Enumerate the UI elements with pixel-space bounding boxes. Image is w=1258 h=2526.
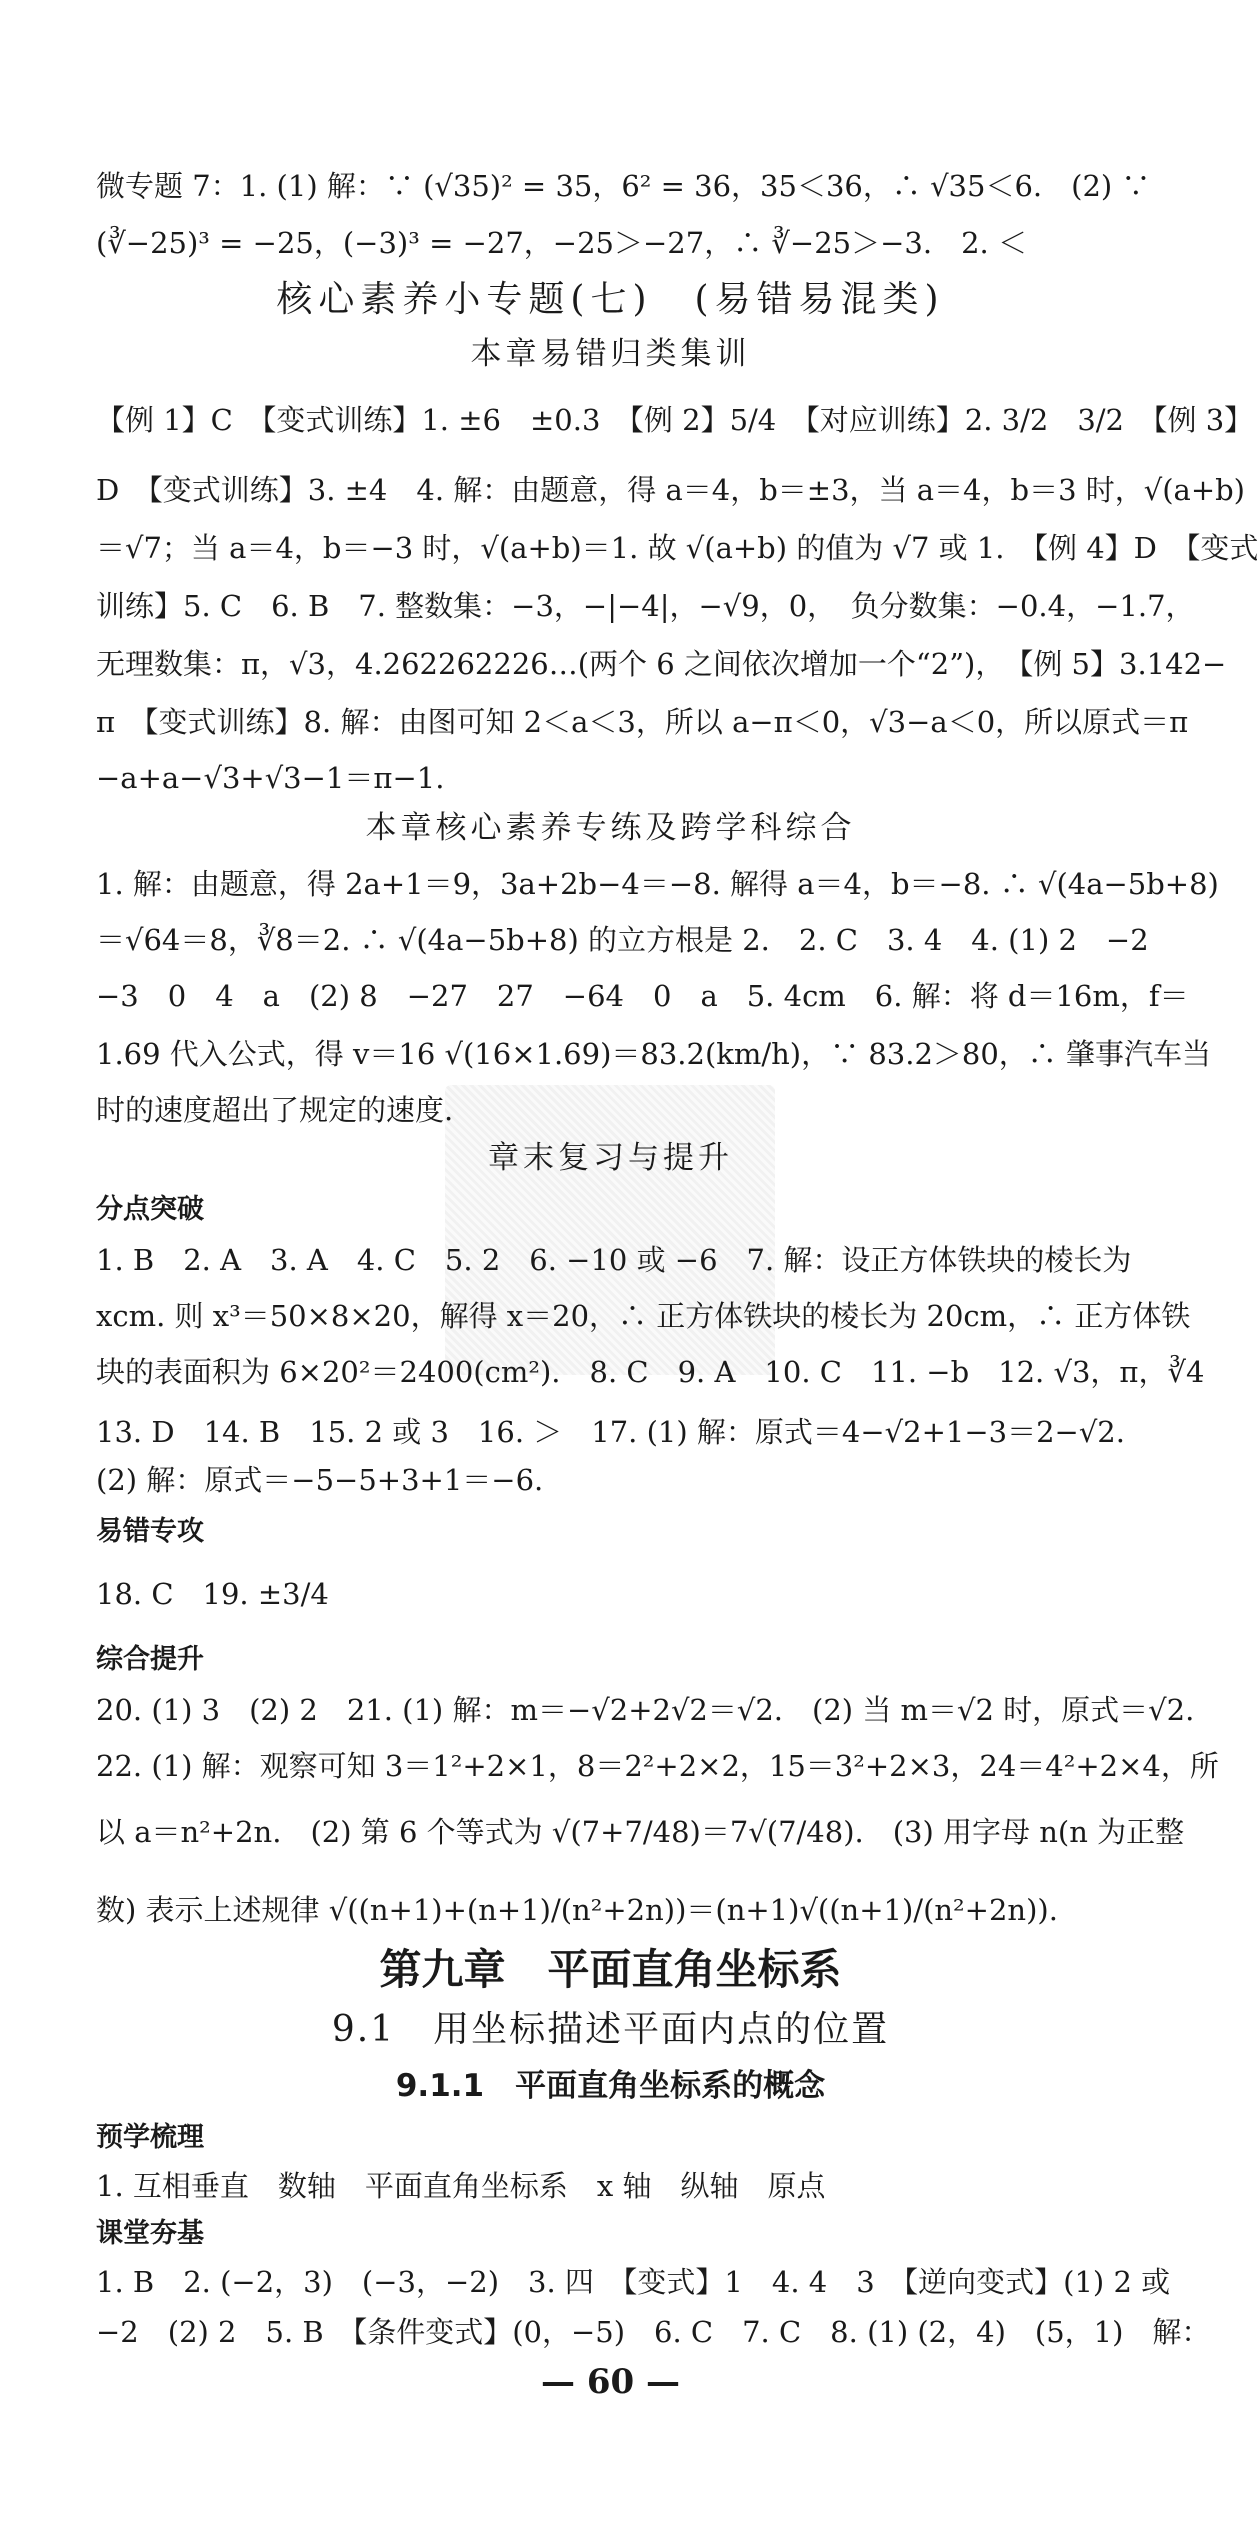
section-heading: 9.1 用坐标描述平面内点的位置 bbox=[331, 2009, 890, 2050]
text-line: xcm. 则 x³＝50×8×20，解得 x＝20，∴ 正方体铁块的棱长为 20cm，∴ 正方体铁 bbox=[96, 1299, 1191, 1333]
text-line: 1. 解：由题意，得 2a+1＝9，3a+2b−4＝−8. 解得 a＝4，b＝−8. ∴ √(4a−5b+8) bbox=[96, 867, 1219, 901]
text-line: 数) 表示上述规律 √((n+1)+(n+1)/(n²+2n))＝(n+1)√((n+1)/(n²+2n)). bbox=[96, 1893, 1058, 1927]
text-line: 18. C 19. ±3/4 bbox=[96, 1577, 329, 1611]
text-line: −2 (2) 2 5. B 【条件变式】(0，−5) 6. C 7. C 8. (1) (2，4) (5，1) 解： bbox=[96, 2315, 1211, 2349]
part-label: 预学梳理 bbox=[96, 2122, 204, 2153]
text-line: ＝√64＝8，∛8＝2. ∴ √(4a−5b+8) 的立方根是 2. 2. C 3. 4 4. (1) 2 −2 bbox=[96, 923, 1149, 957]
text-line: 微专题 7：1. (1) 解：∵ (√35)² = 35，6² = 36，35＜36，∴ √35＜6. (2) ∵ bbox=[96, 169, 1151, 203]
text-line: 无理数集：π，√3，4.262262226…(两个 6 之间依次增加一个“2”)， 【例 5】3.142− bbox=[96, 647, 1227, 681]
text-line: 训练】5. C 6. B 7. 整数集：−3，−|−4|，−√9，0， 负分数集：−0.4，−1.7， bbox=[96, 589, 1195, 623]
section-title: 核心素养小专题(七) (易错易混类) bbox=[276, 279, 945, 320]
text-line: −a+a−√3+√3−1＝π−1. bbox=[96, 761, 445, 795]
text-line: π 【变式训练】8. 解：由图可知 2＜a＜3，所以 a−π＜0，√3−a＜0，所以原式＝π bbox=[96, 705, 1189, 739]
text-line: 1. 互相垂直 数轴 平面直角坐标系 x 轴 纵轴 原点 bbox=[96, 2169, 826, 2203]
subsection-title: 章末复习与提升 bbox=[488, 1140, 733, 1176]
part-label: 课堂夯基 bbox=[96, 2218, 204, 2249]
text-line: 以 a＝n²+2n. (2) 第 6 个等式为 √(7+7/48)＝7√(7/48). (3) 用字母 n(n 为正整 bbox=[96, 1815, 1185, 1849]
text-line: (∛−25)³ = −25，(−3)³ = −27，−25＞−27，∴ ∛−25＞−3. 2. ＜ bbox=[96, 226, 1027, 260]
text-line: 1. B 2. A 3. A 4. C 5. 2 6. −10 或 −6 7. 解：设正方体铁块的棱长为 bbox=[96, 1243, 1132, 1277]
subsection-title: 本章易错归类集训 bbox=[470, 336, 751, 372]
text-line: ＝√7；当 a＝4，b＝−3 时，√(a+b)＝1. 故 √(a+b) 的值为 √7 或 1. 【例 4】D 【变式 bbox=[96, 531, 1258, 565]
text-line: −3 0 4 a (2) 8 −27 27 −64 0 a 5. 4cm 6. 解：将 d＝16m，f＝ bbox=[96, 979, 1189, 1013]
text-line: 1.69 代入公式，得 v＝16 √(16×1.69)＝83.2(km/h)，∵ 83.2＞80，∴ 肇事汽车当 bbox=[96, 1037, 1212, 1071]
text-line: 22. (1) 解：观察可知 3＝1²+2×1，8＝2²+2×2，15＝3²+2×3，24＝4²+2×4，所 bbox=[96, 1749, 1219, 1783]
part-label: 综合提升 bbox=[96, 1644, 204, 1675]
text-line: (2) 解：原式＝−5−5+3+1＝−6. bbox=[96, 1463, 544, 1497]
text-line: 时的速度超出了规定的速度. bbox=[96, 1093, 454, 1127]
text-line: 13. D 14. B 15. 2 或 3 16. ＞ 17. (1) 解：原式＝4−√2+1−3＝2−√2. bbox=[96, 1415, 1125, 1449]
text-line: 1. B 2. (−2，3) (−3，−2) 3. 四 【变式】1 4. 4 3 【逆向变式】(1) 2 或 bbox=[96, 2265, 1171, 2299]
subsection-heading: 9.1.1 平面直角坐标系的概念 bbox=[395, 2068, 826, 2104]
page-number: — 60 — bbox=[541, 2362, 680, 2402]
text-line: 块的表面积为 6×20²＝2400(cm²). 8. C 9. A 10. C 11. −b 12. √3，π，∛4 bbox=[96, 1355, 1205, 1389]
subsection-title: 本章核心素养专练及跨学科综合 bbox=[365, 810, 856, 846]
text-line: 【例 1】C 【变式训练】1. ±6 ±0.3 【例 2】5/4 【对应训练】2. 3/2 3/2 【例 3】 bbox=[96, 403, 1254, 437]
part-label: 分点突破 bbox=[96, 1194, 204, 1225]
chapter-title: 第九章 平面直角坐标系 bbox=[379, 1945, 842, 1994]
text-line: D 【变式训练】3. ±4 4. 解：由题意，得 a＝4，b＝±3，当 a＝4，b＝3 时，√(a+b) bbox=[96, 473, 1245, 507]
part-label: 易错专攻 bbox=[96, 1516, 204, 1547]
text-line: 20. (1) 3 (2) 2 21. (1) 解：m＝−√2+2√2＝√2. (2) 当 m＝√2 时，原式＝√2. bbox=[96, 1693, 1195, 1727]
